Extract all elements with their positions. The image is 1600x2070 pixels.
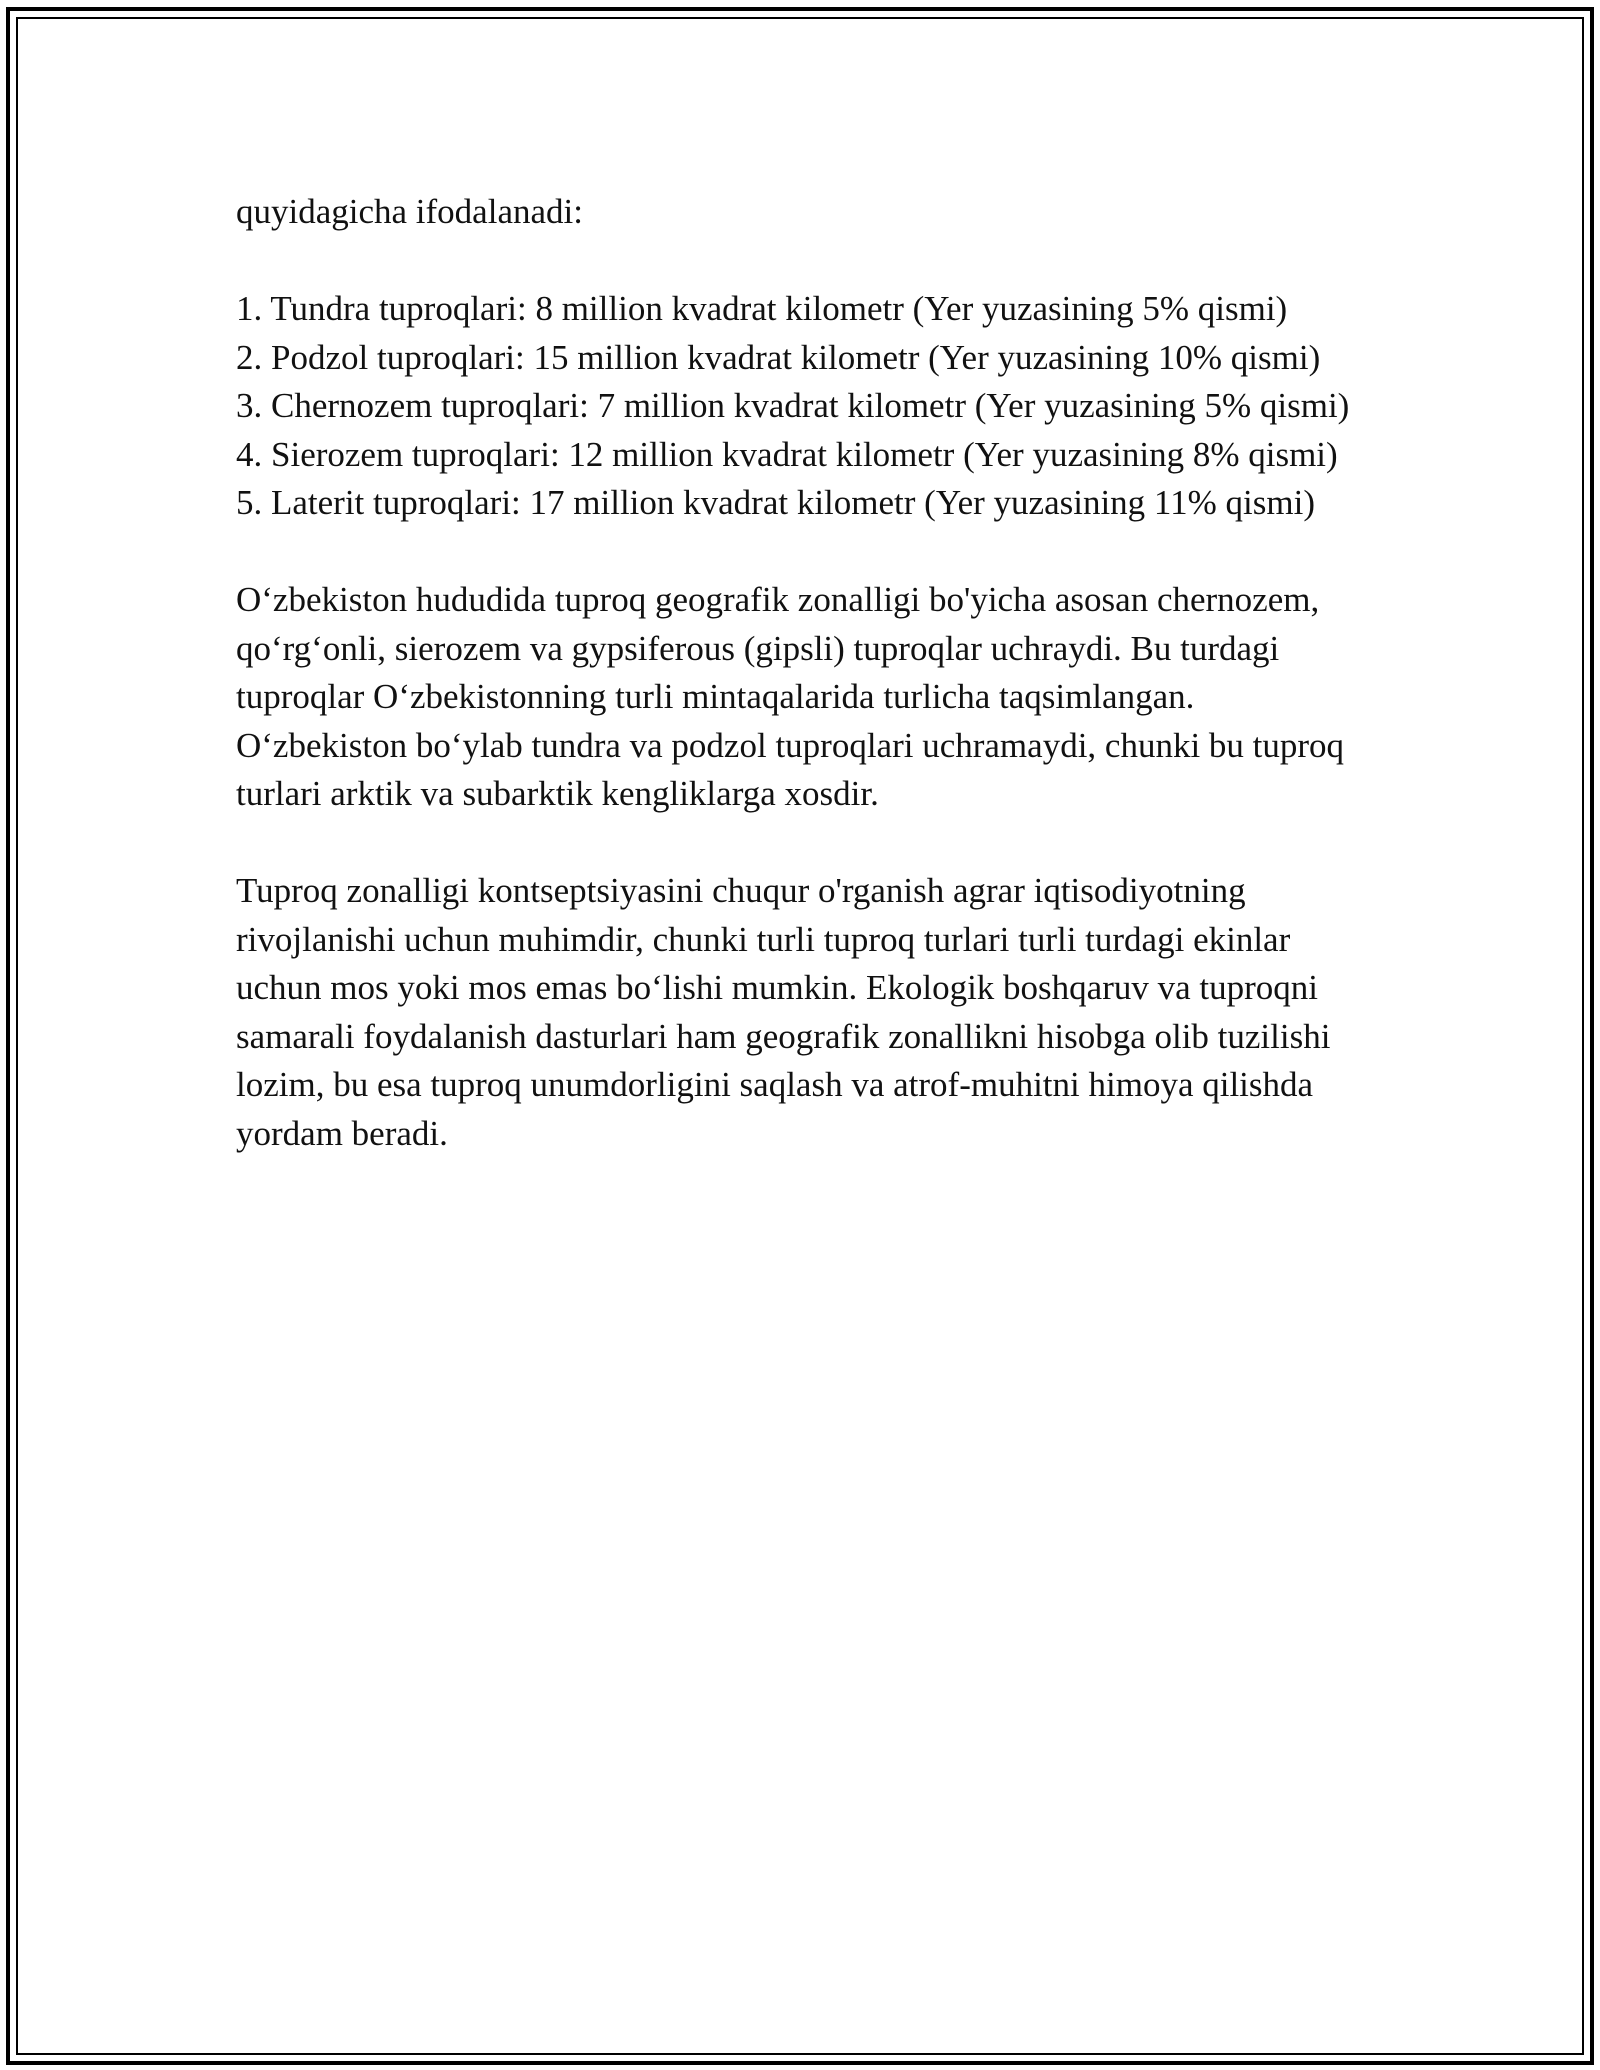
intro-line: quyidagicha ifodalanadi: <box>236 192 583 231</box>
list-item: 2. Podzol tuproqlari: 15 million kvadrat kilometr (Yer yuzasining 10% qismi) <box>236 337 1321 377</box>
paragraph-soil-zonality: Tuproq zonalligi kontseptsiyasini chuqur o'rganish agrar iqtisodiyotning rivojlanishi uchun muhimdir, chunki turli tuproq turlari turli turdagi ekinlar uchun mos yoki mos emas bo‘lishi mumkin. Ekologik boshqaruv va tuproqni samarali foydalanish dasturlari ham geografik zonallikni hisobga olib tuzilishi lozim, bu esa tuproq unumdorligini saqlash va atrof-muhitni himoya qilishda yordam beradi. <box>236 871 1331 1153</box>
document-body <box>236 188 1366 1207</box>
list-item: 3. Chernozem tuproqlari: 7 million kvadrat kilometr (Yer yuzasining 5% qismi) <box>236 386 1350 425</box>
list-item: 1. Tundra tuproqlari: 8 million kvadrat kilometr (Yer yuzasining 5% qismi) <box>236 289 1288 328</box>
list-item: 4. Sierozem tuproqlari: 12 million kvadrat kilometr (Yer yuzasining 8% qismi) <box>236 434 1338 474</box>
paragraph-uzbekistan-soils: O‘zbekiston hududida tuproq geografik zonalligi bo'yicha asosan chernozem, qo‘rg‘onli, sierozem va gypsiferous (gipsli) tuproqlar uchraydi. Bu turdagi tuproqlar O‘zbekistonning turli mintaqalarida turlicha taqsimlangan. O‘zbekiston bo‘ylab tundra va podzol tuproqlari uchramaydi, chunki bu tuproq turlari arktik va subarktik kengliklarga xosdir. <box>236 580 1345 813</box>
soil-area-list <box>236 285 1366 528</box>
list-item: 5. Laterit tuproqlari: 17 million kvadrat kilometr (Yer yuzasining 11% qismi) <box>236 483 1315 522</box>
